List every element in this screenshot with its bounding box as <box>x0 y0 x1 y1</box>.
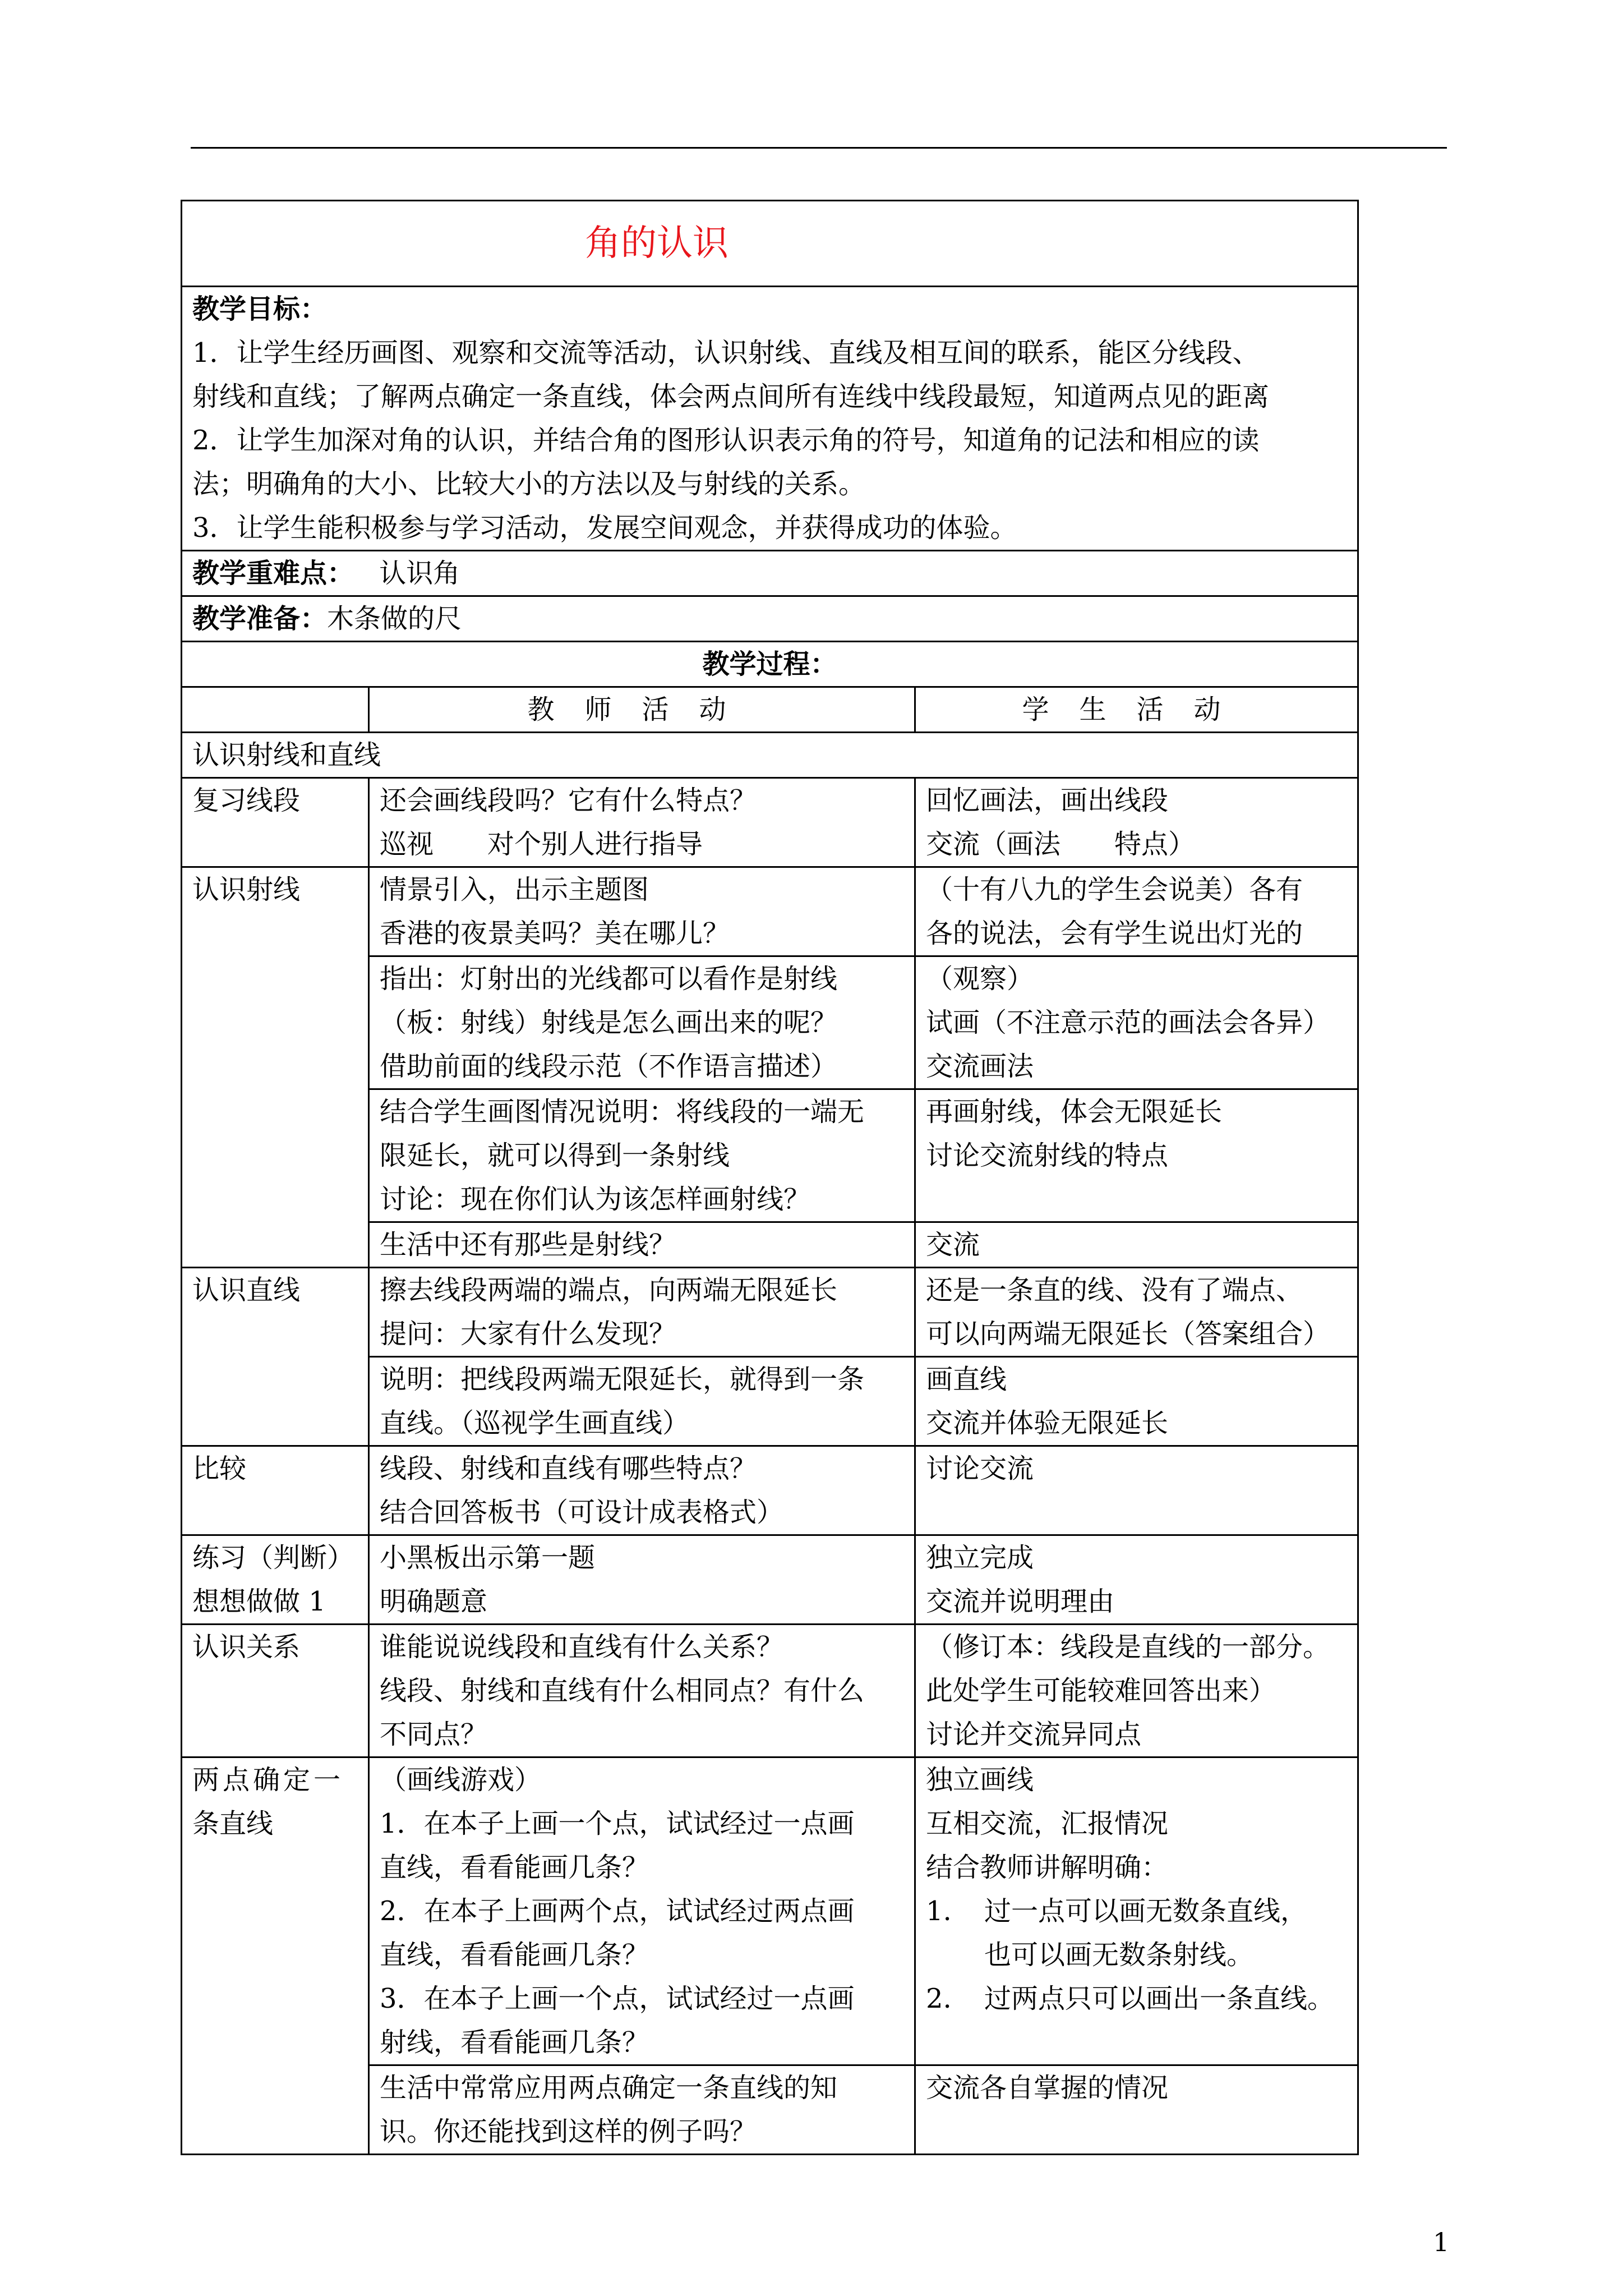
teacher-cell <box>369 1446 915 1535</box>
table-row <box>182 1446 1358 1535</box>
teacher-cell <box>369 778 915 867</box>
student-line: 画直线 <box>926 1364 1007 1395</box>
objective-line: 射线和直线；了解两点确定一条直线，体会两点间所有连线中线段最短，知道两点见的距离 <box>192 381 1270 412</box>
row-label: 认识关系 <box>182 1625 369 1757</box>
student-line: 可以向两端无限延长（答案组合） <box>926 1318 1330 1350</box>
student-column-header: 学生活动 <box>915 687 1358 733</box>
teacher-cell <box>369 2065 915 2155</box>
preparation-cell <box>182 596 1358 642</box>
student-line: 回忆画法，画出线段 <box>926 785 1169 816</box>
student-line: 讨论并交流异同点 <box>926 1719 1142 1750</box>
row-label-line: 两点确定一 <box>192 1764 344 1796</box>
list-number: 2. <box>926 1983 952 2014</box>
objective-line: 3．让学生能积极参与学习活动，发展空间观念，并获得成功的体验。 <box>192 512 1017 544</box>
teacher-line: 结合回答板书（可设计成表格式） <box>380 1497 784 1528</box>
table-row <box>182 867 1358 956</box>
teacher-line: 识。你还能找到这样的例子吗？ <box>380 2116 757 2147</box>
teacher-line: 1．在本子上画一个点，试试经过一点画 <box>380 1808 855 1839</box>
row-label: 认识射线 <box>182 867 369 1268</box>
key-points-value: 认识角 <box>379 558 460 589</box>
student-line: 各的说法，会有学生说出灯光的 <box>926 918 1303 949</box>
list-text: 过一点可以画无数条直线， <box>984 1895 1308 1927</box>
header-blank <box>182 687 369 733</box>
section-title: 认识射线和直线 <box>182 733 1358 778</box>
teacher-column-header: 教师活动 <box>369 687 915 733</box>
header-rule <box>191 147 1447 149</box>
teacher-line: 线段、射线和直线有什么相同点？有什么 <box>380 1675 865 1706</box>
table-row <box>182 1268 1358 1357</box>
student-cell <box>915 1357 1358 1446</box>
lesson-plan-table <box>181 200 1359 2155</box>
teacher-cell <box>369 867 915 956</box>
teacher-line: 生活中常常应用两点确定一条直线的知 <box>380 2072 838 2104</box>
teacher-cell <box>369 1535 915 1625</box>
row-label: 复习线段 <box>182 778 369 867</box>
teacher-line: 线段、射线和直线有哪些特点？ <box>380 1453 757 1484</box>
student-line: 交流（画法 特点） <box>926 829 1196 860</box>
table-row <box>182 778 1358 867</box>
teacher-line: 小黑板出示第一题 <box>380 1542 596 1573</box>
objectives-cell <box>182 287 1358 551</box>
student-cell <box>915 956 1358 1089</box>
student-line: 交流并说明理由 <box>926 1586 1115 1617</box>
student-cell <box>915 1089 1358 1222</box>
student-line: 试画（不注意示范的画法会各异） <box>926 1007 1330 1038</box>
teacher-line: 限延长，就可以得到一条射线 <box>380 1140 730 1171</box>
teacher-line: 提问：大家有什么发现？ <box>380 1318 676 1350</box>
list-item <box>926 1977 1347 2021</box>
teacher-cell <box>369 1757 915 2065</box>
student-line: 交流并体验无限延长 <box>926 1407 1169 1439</box>
page-title: 角的认识 <box>585 223 728 264</box>
teacher-line: （画线游戏） <box>380 1764 542 1796</box>
student-line: （十有八九的学生会说美）各有 <box>926 874 1303 905</box>
process-heading: 教学过程： <box>182 642 1358 687</box>
student-line: 此处学生可能较难回答出来） <box>926 1675 1276 1706</box>
student-cell <box>915 1535 1358 1625</box>
student-line: 再画射线，体会无限延长 <box>926 1096 1223 1128</box>
student-cell <box>915 1446 1358 1535</box>
preparation-value: 木条做的尺 <box>327 603 462 634</box>
teacher-line: 情景引入，出示主题图 <box>380 874 649 905</box>
row-label: 比较 <box>182 1446 369 1535</box>
student-cell <box>915 1268 1358 1357</box>
teacher-line: 不同点？ <box>380 1719 488 1750</box>
teacher-line: 说明：把线段两端无限延长，就得到一条 <box>380 1364 865 1395</box>
student-line: （修订本：线段是直线的一部分。 <box>926 1631 1330 1663</box>
row-label: 认识直线 <box>182 1268 369 1446</box>
teacher-cell <box>369 1357 915 1446</box>
teacher-line: 巡视 对个别人进行指导 <box>380 829 703 860</box>
teacher-line: 指出：灯射出的光线都可以看作是射线 <box>380 963 838 995</box>
row-label <box>182 1535 369 1625</box>
student-cell <box>915 2065 1358 2155</box>
list-text-continued: 也可以画无数条射线。 <box>984 1939 1254 1971</box>
teacher-line: 讨论：现在你们认为该怎样画射线？ <box>380 1184 811 1215</box>
student-line: 交流 <box>926 1229 980 1260</box>
page-number: 1 <box>1433 2227 1450 2257</box>
objective-line: 2．让学生加深对角的认识，并结合角的图形认识表示角的符号，知道角的记法和相应的读 <box>192 425 1260 456</box>
teacher-line: 射线，看看能画几条？ <box>380 2027 649 2058</box>
title-cell <box>182 201 1358 287</box>
teacher-line: （板：射线）射线是怎么画出来的呢？ <box>380 1007 838 1038</box>
student-cell <box>915 867 1358 956</box>
student-line: 结合教师讲解明确： <box>926 1852 1169 1883</box>
teacher-line: 直线。（巡视学生画直线） <box>380 1407 690 1439</box>
student-cell <box>915 1222 1358 1268</box>
student-line: 讨论交流射线的特点 <box>926 1140 1169 1171</box>
teacher-line: 2．在本子上画两个点，试试经过两点画 <box>380 1895 855 1927</box>
key-points-cell <box>182 551 1358 596</box>
teacher-line: 擦去线段两端的端点，向两端无限延长 <box>380 1274 838 1306</box>
teacher-line: 直线，看看能画几条？ <box>380 1939 649 1971</box>
teacher-line: 明确题意 <box>380 1586 488 1617</box>
teacher-line: 生活中还有那些是射线？ <box>380 1229 676 1260</box>
key-points-label: 教学重难点： <box>192 558 354 589</box>
row-label-line: 练习（判断） <box>192 1542 354 1573</box>
teacher-cell <box>369 1089 915 1222</box>
teacher-line: 3．在本子上画一个点，试试经过一点画 <box>380 1983 855 2014</box>
teacher-line: 谁能说说线段和直线有什么关系？ <box>380 1631 784 1663</box>
list-item <box>926 1889 1347 1933</box>
student-line: 交流各自掌握的情况 <box>926 2072 1169 2104</box>
teacher-line: 结合学生画图情况说明：将线段的一端无 <box>380 1096 865 1128</box>
list-text: 过两点只可以画出一条直线。 <box>984 1983 1335 2014</box>
row-label <box>182 1757 369 2155</box>
student-cell <box>915 1625 1358 1757</box>
list-number: 1. <box>926 1895 952 1927</box>
student-cell <box>915 778 1358 867</box>
table-row <box>182 1535 1358 1625</box>
student-line: 互相交流，汇报情况 <box>926 1808 1169 1839</box>
teacher-cell <box>369 956 915 1089</box>
student-cell <box>915 1757 1358 2065</box>
teacher-cell <box>369 1268 915 1357</box>
teacher-line: 香港的夜景美吗？美在哪儿？ <box>380 918 730 949</box>
table-row <box>182 1625 1358 1757</box>
objective-line: 法；明确角的大小、比较大小的方法以及与射线的关系。 <box>192 468 866 500</box>
objective-line: 1．让学生经历画图、观察和交流等活动，认识射线、直线及相互间的联系，能区分线段、 <box>192 337 1260 369</box>
preparation-label: 教学准备： <box>192 603 328 634</box>
row-label-line: 条直线 <box>192 1808 274 1839</box>
student-line: 独立画线 <box>926 1764 1034 1796</box>
teacher-line: 直线，看看能画几条？ <box>380 1852 649 1883</box>
teacher-line: 借助前面的线段示范（不作语言描述） <box>380 1051 838 1082</box>
student-line: （观察） <box>926 963 1034 995</box>
row-label-line: 想想做做 1 <box>192 1586 326 1617</box>
objectives-heading: 教学目标： <box>192 293 328 325</box>
table-row <box>182 1757 1358 2065</box>
student-line: 独立完成 <box>926 1542 1034 1573</box>
teacher-line: 还会画线段吗？它有什么特点？ <box>380 785 757 816</box>
student-line: 讨论交流 <box>926 1453 1034 1484</box>
teacher-cell <box>369 1222 915 1268</box>
student-line: 还是一条直的线、没有了端点、 <box>926 1274 1303 1306</box>
teacher-cell <box>369 1625 915 1757</box>
student-line: 交流画法 <box>926 1051 1034 1082</box>
